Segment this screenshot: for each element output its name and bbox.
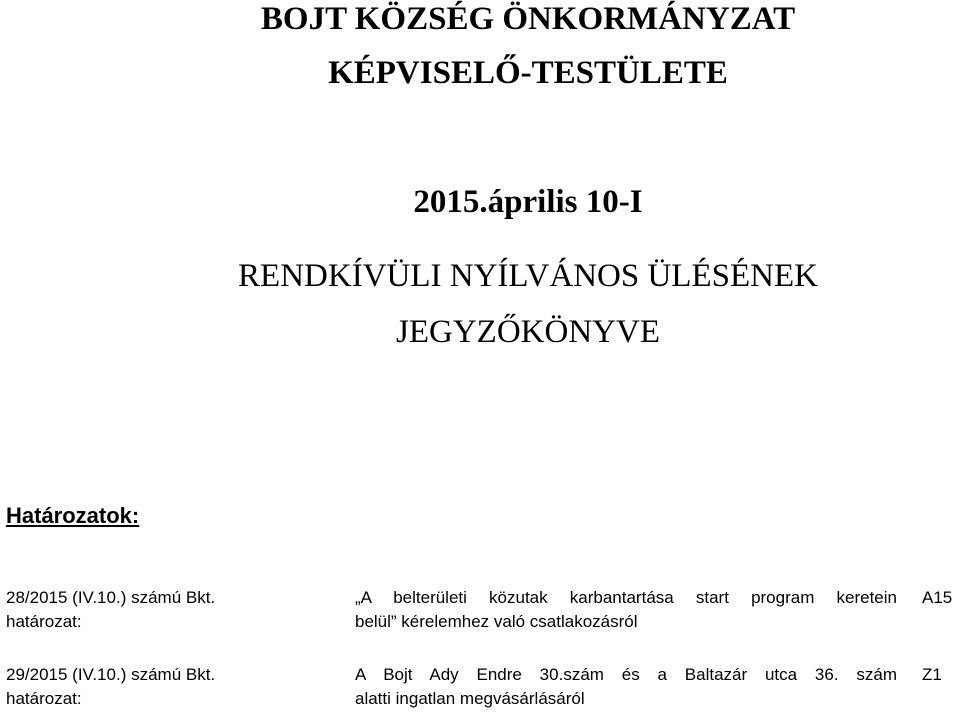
resolution-description bbox=[355, 663, 897, 711]
resolution-number-line: 28/2015 (IV.10.) számú Bkt. bbox=[6, 588, 216, 607]
council-subtitle: KÉPVISELŐ-TESTÜLETE bbox=[328, 55, 728, 91]
resolution-code: A15 bbox=[922, 588, 953, 607]
resolution-code: Z1 bbox=[922, 665, 942, 684]
resolutions-heading: Határozatok: bbox=[6, 503, 140, 528]
council-title: BOJT KÖZSÉG ÖNKORMÁNYZAT bbox=[260, 1, 796, 37]
resolution-description-line: A Bojt Ady Endre 30.szám és a Baltazár utca 36. szám bbox=[355, 665, 897, 684]
resolution-description-line: alatti ingatlan megvásárlásáról bbox=[355, 689, 585, 708]
resolution-number-suffix: határozat: bbox=[6, 689, 82, 708]
meeting-date: 2015.április 10-I bbox=[413, 184, 643, 220]
resolution-number bbox=[6, 663, 306, 711]
resolution-description-line: belül” kérelemhez való csatlakozásról bbox=[355, 612, 638, 631]
document-type: JEGYZŐKÖNYVE bbox=[396, 314, 660, 350]
resolution-number-suffix: határozat: bbox=[6, 612, 82, 631]
resolution-description bbox=[355, 586, 897, 634]
meeting-type: RENDKÍVÜLI NYÍLVÁNOS ÜLÉSÉNEK bbox=[238, 258, 818, 294]
resolution-number-line: 29/2015 (IV.10.) számú Bkt. bbox=[6, 665, 216, 684]
resolution-number bbox=[6, 586, 306, 634]
resolution-description-line: „A belterületi közutak karbantartása start program keretein bbox=[355, 588, 897, 607]
